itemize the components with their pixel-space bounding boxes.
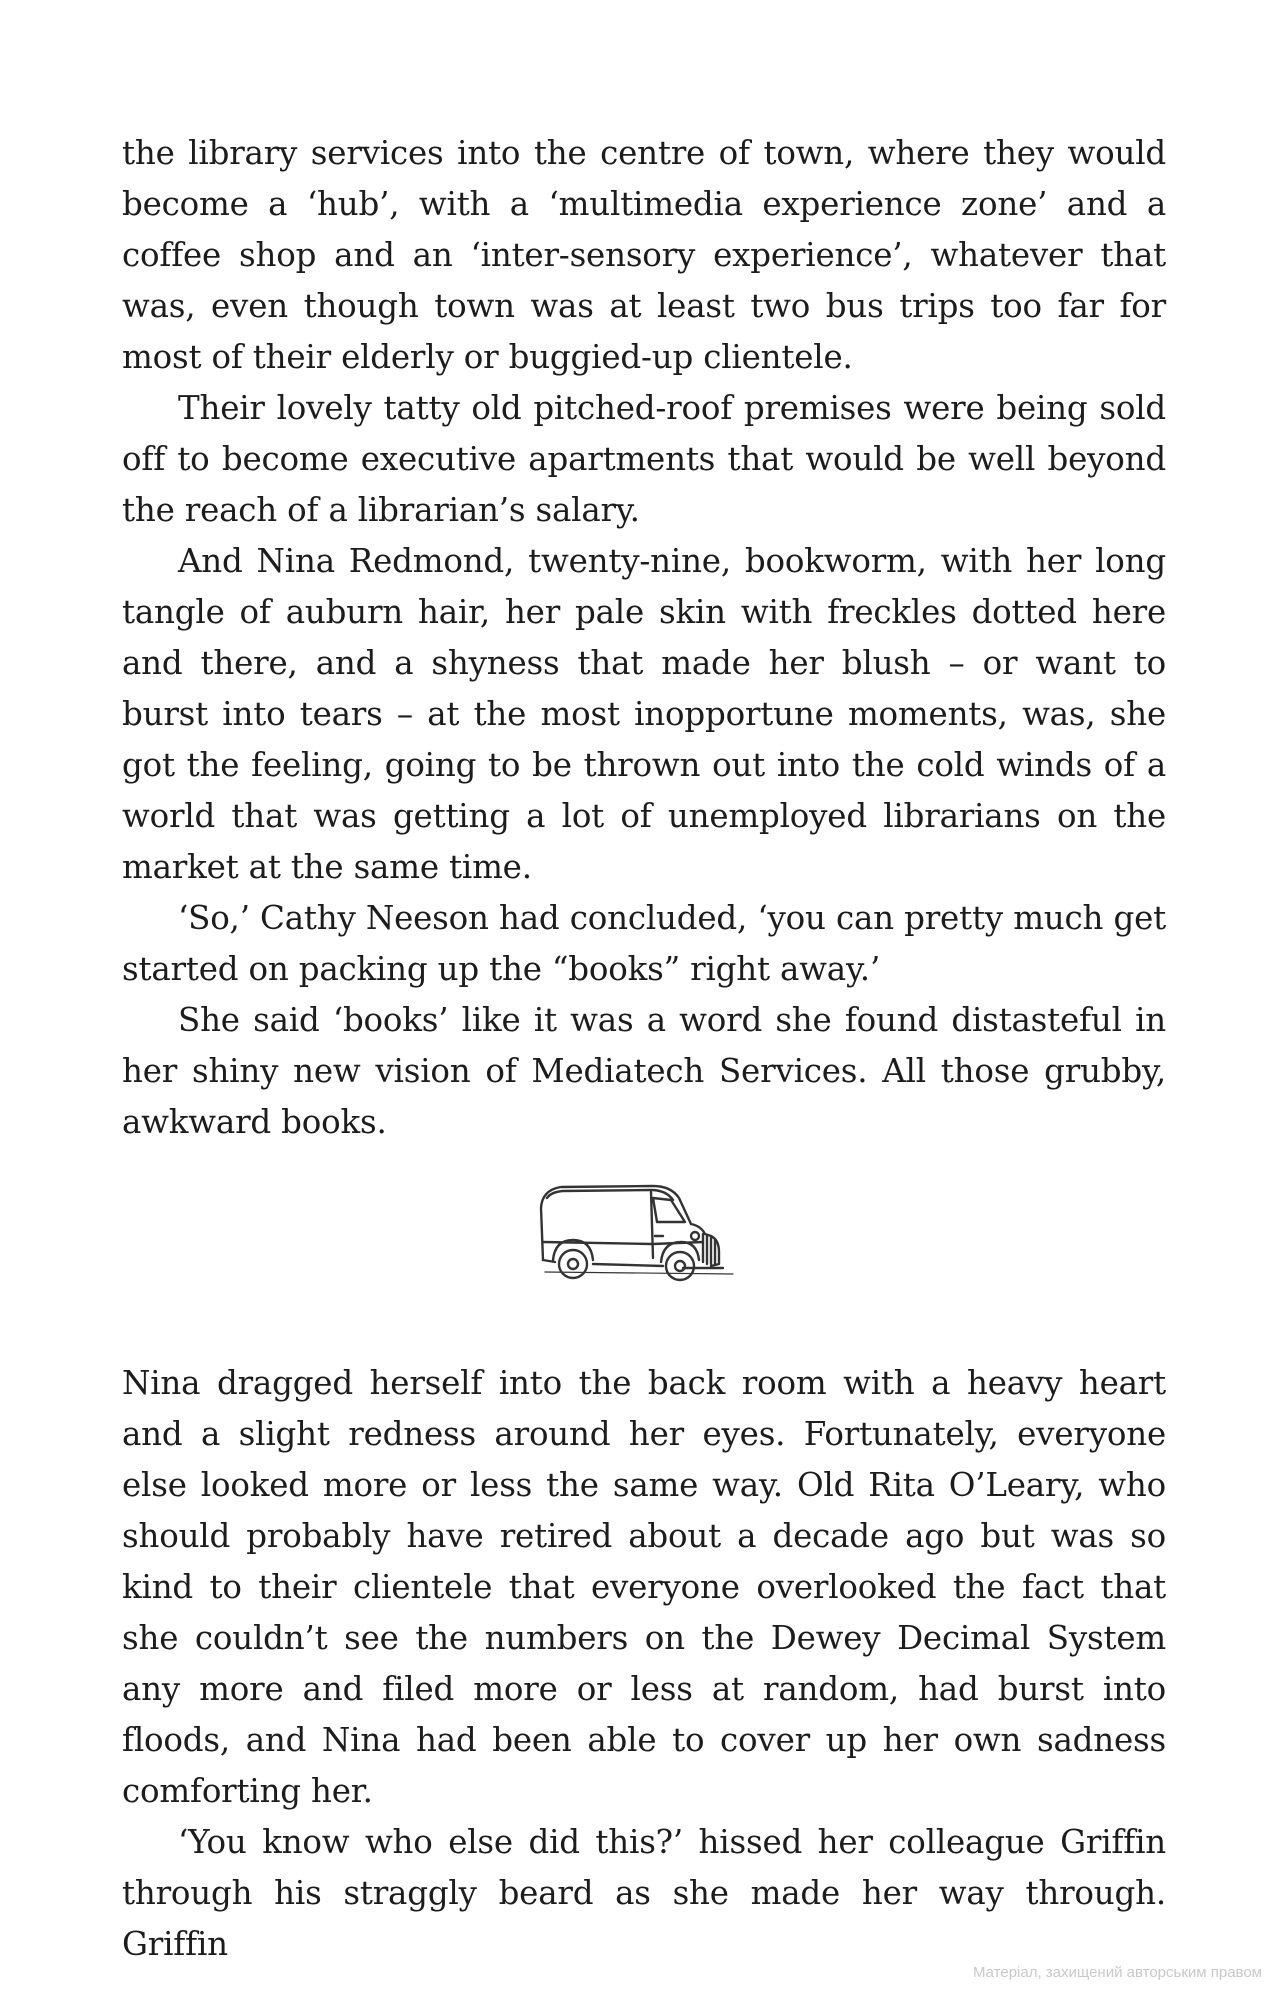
paragraph: ‘So,’ Cathy Neeson had concluded, ‘you can pretty much get started on packing up the “books” right away.’ <box>122 899 1166 988</box>
paragraph: ‘You know who else did this?’ hissed her colleague Griffin through his straggly beard as she made her way through. Griffin <box>122 1823 1166 1963</box>
section-divider <box>122 1148 1166 1358</box>
paragraph: And Nina Redmond, twenty-nine, bookworm, with her long tangle of auburn hair, her pale skin with freckles dotted here and there, and a shyness that made her blush – or want to burst into tears – at the most inopportune moments, was, she got the feeling, going to be thrown out into the cold winds of a world that was getting a lot of unemployed librarians on the market at the same time. <box>122 542 1166 886</box>
paragraph: Nina dragged herself into the back room with a heavy heart and a slight redness around her eyes. Fortunately, everyone else looked more or less the same way. Old Rita O’Leary, who should probably have retired about a decade ago but was so kind to their clientele that everyone overlooked the fact that she couldn’t see the numbers on the Dewey Decimal System any more and filed more or less at random, had burst into floods, and Nina had been able to cover up her own sadness comforting her. <box>122 1364 1166 1810</box>
copyright-watermark: Матеріал, захищений авторським правом <box>972 1964 1262 1981</box>
book-page <box>122 128 1166 1970</box>
paragraph: She said ‘books’ like it was a word she found distasteful in her shiny new vision of Mediatech Services. All those grubby, awkward books. <box>122 1001 1166 1141</box>
paragraph: the library services into the centre of town, where they would become a ‘hub’, with a ‘multimedia experience zone’ and a coffee shop and an ‘inter-sensory experience’, whatever that was, even though town was at least two bus trips too far for most of their elderly or buggied-up clientele. <box>122 134 1166 376</box>
paragraph: Their lovely tatty old pitched-roof premises were being sold off to become executive apartments that would be well beyond the reach of a librarian’s salary. <box>122 389 1166 529</box>
van-icon <box>533 1178 755 1290</box>
